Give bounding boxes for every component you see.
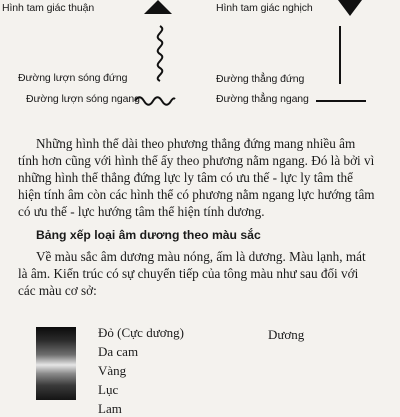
color-item-yellow: Vàng xyxy=(98,363,127,378)
label-triangle-up: Hình tam giác thuận xyxy=(2,2,95,14)
paragraph-line: tính hơn cũng với hình thể ấy theo phương nằm ngang. Đó là bởi vì xyxy=(18,153,375,168)
color-item-red: Đỏ (Cực dương) xyxy=(98,325,184,340)
color-item-blue: Lam xyxy=(98,401,122,416)
triangle-up-icon xyxy=(142,0,174,14)
paragraph-shape-yin-yang xyxy=(18,135,386,220)
yang-label: Dương xyxy=(268,327,305,342)
triangle-down-icon xyxy=(336,0,364,18)
label-straight-horizontal: Đường thẳng ngang xyxy=(216,93,309,105)
paragraph-line: có ưu thế - lực hướng tâm thể hiện tính dương. xyxy=(18,204,265,219)
color-gradient-bar xyxy=(36,327,76,400)
wavy-vertical-line-icon xyxy=(150,24,170,82)
straight-horizontal-line-icon xyxy=(316,99,366,103)
label-triangle-down: Hình tam giác nghịch xyxy=(216,2,313,14)
paragraph-line: hiện tính âm còn các hình thể có phương nằm ngang lực hướng tâm xyxy=(18,187,375,202)
paragraph-line: Về màu sắc âm dương màu nóng, ấm là dương. Màu lạnh, mát xyxy=(36,249,366,264)
label-wavy-horizontal: Đường lượn sóng ngang xyxy=(26,93,140,105)
paragraph-line: Những hình thể dài theo phương thẳng đứng mang nhiều âm xyxy=(36,136,356,151)
section-heading: Bảng xếp loại âm dương theo màu sắc xyxy=(36,228,261,242)
paragraph-color-yin-yang xyxy=(18,248,386,299)
wavy-horizontal-line-icon xyxy=(134,96,176,106)
color-item-green: Lục xyxy=(98,382,119,397)
paragraph-line: các màu cơ sở: xyxy=(18,283,97,298)
paragraph-line: là âm. Kiến trúc có sự chuyển tiếp của tông màu như sau đối với xyxy=(18,266,359,281)
label-straight-vertical: Đường thẳng đứng xyxy=(216,73,305,85)
color-item-orange: Da cam xyxy=(98,344,139,359)
label-wavy-vertical: Đường lượn sóng đứng xyxy=(18,72,128,84)
straight-vertical-line-icon xyxy=(336,26,344,84)
paragraph-line: những hình thể thẳng đứng lực ly tâm có ưu thế - lực ly tâm thể xyxy=(18,170,353,185)
